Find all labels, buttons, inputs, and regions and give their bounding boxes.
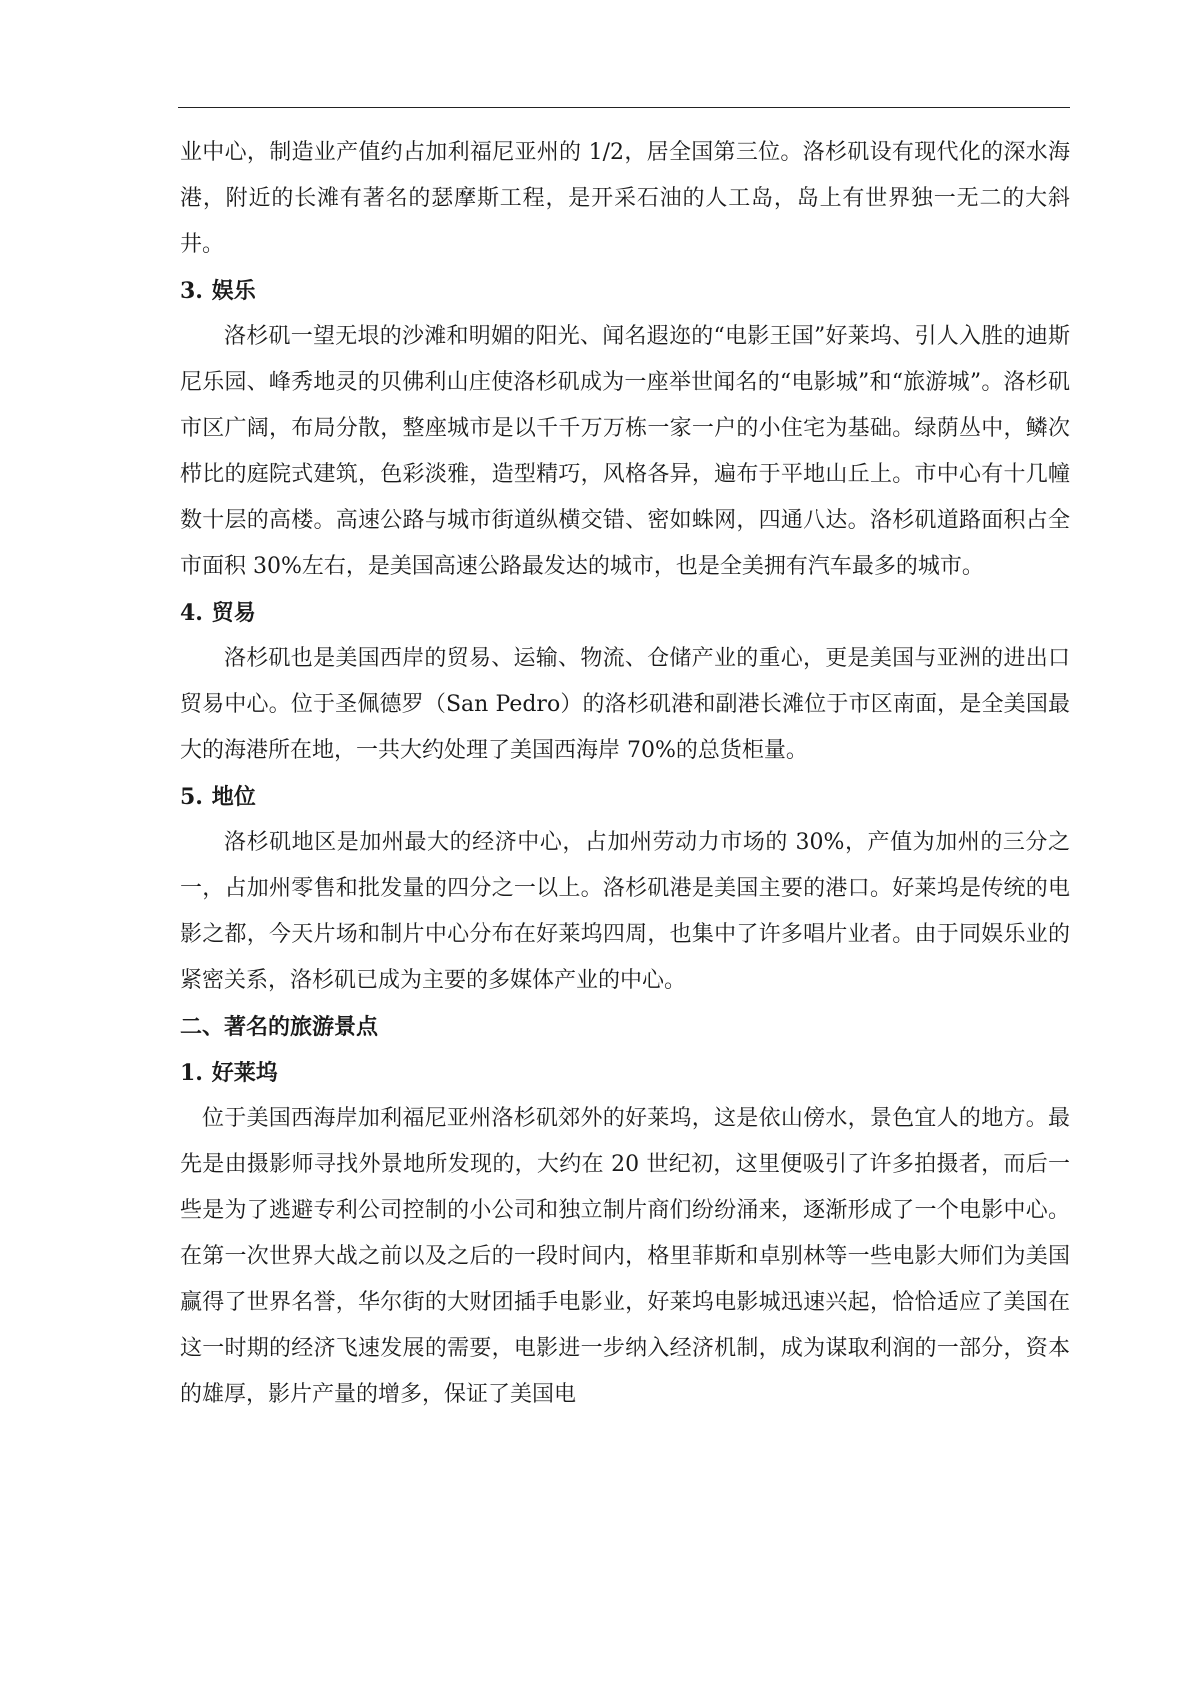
paragraph-status: 洛杉矶地区是加州最大的经济中心，占加州劳动力市场的 30%，产值为加州的三分之一，占加州零售和批发量的四分之一以上。洛杉矶港是美国主要的港口。好莱坞是传统的电影之都，今天片场和制片中心分布在好莱坞四周，也集中了许多唱片业者。由于同娱乐业的紧密关系，洛杉矶已成为主要的多媒体产业的中心。 bbox=[180, 830, 1070, 993]
document-body bbox=[180, 130, 1070, 1418]
heading-title: 二、著名的旅游景点 bbox=[180, 1014, 379, 1040]
heading-hollywood bbox=[180, 1050, 1070, 1096]
heading-title: 贸易 bbox=[211, 600, 256, 626]
heading-tourist-attractions bbox=[180, 1004, 1070, 1050]
heading-number: 4. bbox=[180, 600, 203, 626]
paragraph-entertainment: 洛杉矶一望无垠的沙滩和明媚的阳光、闻名遐迩的“电影王国”好莱坞、引人入胜的迪斯尼乐园、峰秀地灵的贝佛利山庄使洛杉矶成为一座举世闻名的“电影城”和“旅游城”。洛杉矶市区广阔，布局分散，整座城市是以千千万万栋一家一户的小住宅为基础。绿荫丛中，鳞次栉比的庭院式建筑，色彩淡雅，造型精巧，风格各异，遍布于平地山丘上。市中心有十几幢数十层的高楼。高速公路与城市街道纵横交错、密如蛛网，四通八达。洛杉矶道路面积占全市面积 30%左右，是美国高速公路最发达的城市，也是全美拥有汽车最多的城市。 bbox=[180, 324, 1070, 579]
paragraph-hollywood: 位于美国西海岸加利福尼亚州洛杉矶郊外的好莱坞，这是依山傍水，景色宜人的地方。最先是由摄影师寻找外景地所发现的，大约在 20 世纪初，这里便吸引了许多拍摄者，而后一些是为了逃避专利公司控制的小公司和独立制片商们纷纷涌来，逐渐形成了一个电影中心。在第一次世界大战之前以及之后的一段时间内，格里菲斯和卓别林等一些电影大师们为美国赢得了世界名誉，华尔街的大财团插手电影业，好莱坞电影城迅速兴起，恰恰适应了美国在这一时期的经济飞速发展的需要，电影进一步纳入经济机制，成为谋取利润的一部分，资本的雄厚，影片产量的增多，保证了美国电 bbox=[180, 1106, 1070, 1407]
heading-number: 1. bbox=[180, 1060, 203, 1086]
heading-entertainment bbox=[180, 268, 1070, 314]
heading-title: 地位 bbox=[211, 784, 256, 810]
heading-title: 娱乐 bbox=[211, 278, 256, 304]
heading-number: 5. bbox=[180, 784, 203, 810]
heading-trade bbox=[180, 590, 1070, 636]
paragraph-trade: 洛杉矶也是美国西岸的贸易、运输、物流、仓储产业的重心，更是美国与亚洲的进出口贸易中心。位于圣佩德罗（San Pedro）的洛杉矶港和副港长滩位于市区南面，是全美国最大的海港所在地，一共大约处理了美国西海岸 70%的总货柜量。 bbox=[180, 646, 1070, 763]
paragraph-manufacturing-continued: 业中心，制造业产值约占加利福尼亚州的 1/2，居全国第三位。洛杉矶设有现代化的深水海港，附近的长滩有著名的瑟摩斯工程，是开采石油的人工岛，岛上有世界独一无二的大斜井。 bbox=[180, 140, 1070, 257]
header-rule bbox=[178, 107, 1070, 108]
heading-title: 好莱坞 bbox=[211, 1060, 278, 1086]
heading-number: 3. bbox=[180, 278, 203, 304]
heading-status bbox=[180, 774, 1070, 820]
